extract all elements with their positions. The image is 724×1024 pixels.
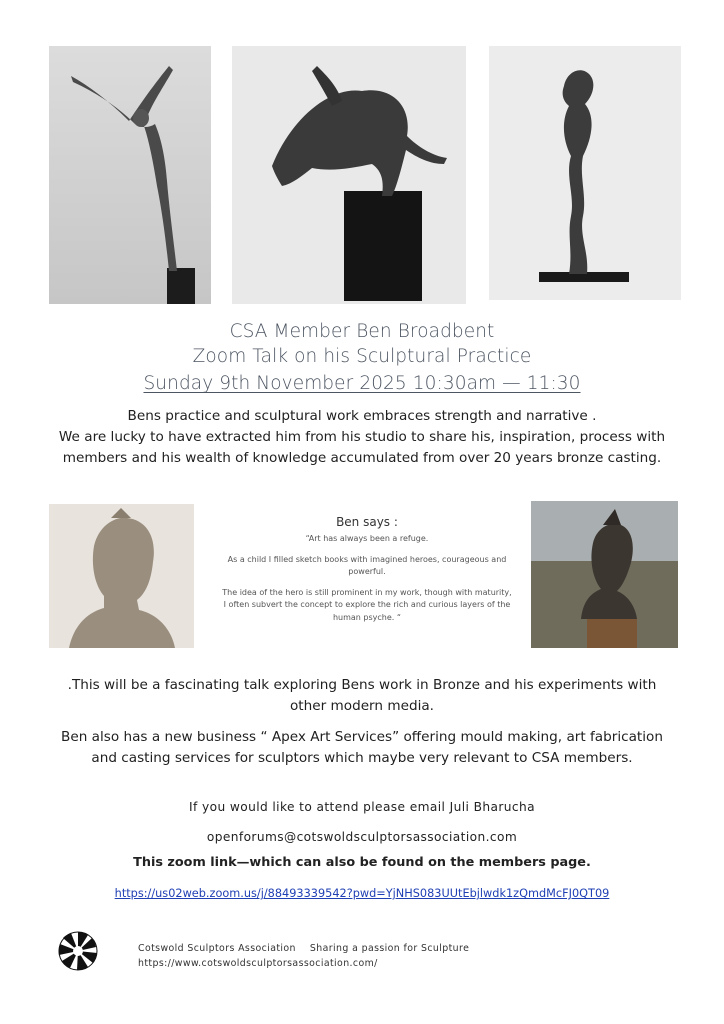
- bust-sculpture-photo-clay: [49, 504, 194, 648]
- event-title-line-1: CSA Member Ben Broadbent: [229, 321, 495, 342]
- business-paragraph: [30, 727, 694, 769]
- event-date-time: Sunday 9th November 2025 10:30am — 11:30: [143, 373, 581, 394]
- intro-line: Bens practice and sculptural work embraces strength and narrative .: [127, 408, 597, 424]
- paragraph-line: other modern media.: [289, 698, 435, 714]
- footer-website-url[interactable]: https://www.cotswoldsculptorsassociation.com/: [138, 958, 378, 969]
- quote-paragraph: As a child I filled sketch books with imagined heroes, courageous and powerful.: [227, 554, 507, 576]
- csa-logo-icon: [58, 931, 98, 971]
- talk-description-paragraph: [30, 675, 694, 717]
- paragraph-line: .This will be a fascinating talk exploring Bens work in Bronze and his experiments with: [67, 677, 657, 693]
- paragraph-line: and casting services for sculptors which maybe very relevant to CSA members.: [91, 750, 633, 766]
- sculpture-photo-figure-column: [489, 46, 681, 300]
- quote-paragraph: “Art has always been a refuge.: [305, 534, 429, 543]
- event-title-line-2: Zoom Talk on his Sculptural Practice: [192, 346, 532, 367]
- contact-email[interactable]: openforums@cotswoldsculptorsassociation.com: [206, 830, 518, 844]
- intro-paragraph: [30, 406, 694, 469]
- intro-line: We are lucky to have extracted him from his studio to share his, inspiration, process with: [58, 429, 666, 445]
- footer-org-name: Cotswold Sculptors Association: [138, 943, 296, 954]
- footer-org-line: [138, 943, 469, 954]
- zoom-link[interactable]: https://us02web.zoom.us/j/88493339542?pwd=YjNHS083UUtEbjlwdk1zQmdMcFJ0QT09: [114, 887, 610, 900]
- footer-tagline: Sharing a passion for Sculpture: [309, 943, 470, 954]
- bust-sculpture-photo-bronze-outdoor: [531, 501, 678, 648]
- quote-paragraph: The idea of the hero is still prominent in my work, though with maturity, I often subvert the concept to explore the rich and curious layers of the human psyche. “: [222, 587, 512, 622]
- sculpture-photo-leaping-figure: [49, 46, 211, 304]
- attend-instructions: If you would like to attend please email Juli Bharucha: [189, 800, 535, 814]
- zoom-link-note: This zoom link—which can also be found on the members page.: [133, 855, 591, 870]
- sculpture-photo-bull: [232, 46, 466, 304]
- paragraph-line: Ben also has a new business “ Apex Art Services” offering mould making, art fabrication: [61, 729, 663, 745]
- quote-heading: Ben says :: [336, 515, 398, 529]
- ben-quote-block: [222, 515, 512, 632]
- intro-line: members and his wealth of knowledge accumulated from over 20 years bronze casting.: [62, 450, 662, 466]
